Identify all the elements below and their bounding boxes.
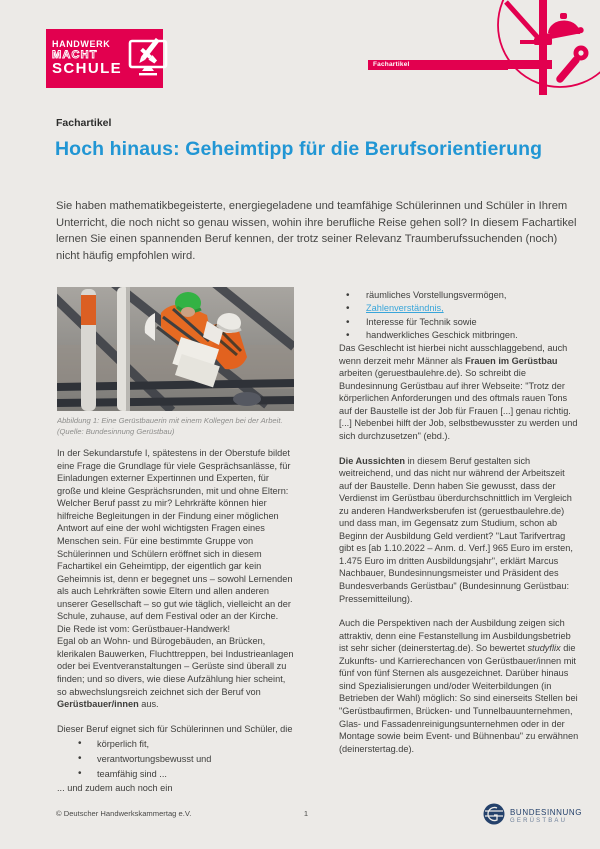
left-paragraph-2: Egal ob an Wohn- und Bürogebäuden, an Brücken, klerikalen Bauwerken, Fluchttreppen, bei Industrieanlagen oder bei Eventveranstaltungen – Gerüste sind überall zu finden; und so divers, wie diese Aufzählung hier scheint, so abwechslungsreich zeichnet sich der Beruf von Gerüstbauer/innen aus. (57, 636, 294, 710)
brand-line3: SCHULE (52, 60, 123, 78)
footer-copyright: © Deutscher Handwerkskammertag e.V. (56, 809, 192, 818)
list-item: • körperlich fit, (57, 737, 294, 752)
page-title: Hoch hinaus: Geheimtipp für die Berufsorientierung (55, 138, 543, 160)
intro-paragraph: Sie haben mathematikbegeisterte, energiegeladene und teamfähige Schülerinnen und Schüler in Ihrem Unterricht, die noch nicht so genau wissen, wohin ihre berufliche Reise gehen soll? In diesem Fachartikel lernen Sie einen spannenden Beruf kennen, der trotz seiner Relevanz Traumberufssuchenden (noch) nicht häufig empfohlen wird. (56, 200, 577, 262)
list-item: • räumliches Vorstellungsvermögen, (339, 289, 580, 302)
handwerk-macht-schule-logo (46, 29, 163, 88)
brand-line2: MACHT (52, 48, 98, 61)
photo-scaffold-workers (57, 287, 294, 411)
left-paragraph-1: In der Sekundarstufe I, spätestens in der Oberstufe bildet eine Frage die Grundlage für viele Gesprächsanlässe, für Einladungen externer Expertinnen und Experten, für große und kleine Gesprächsrunden, mit und ohne Eltern: Welcher Beruf passt zu mir? Lehrkräfte können hier hilfreiche Begleitungen in der Findung einer möglichen Antwort auf eine der wohl wichtigsten Fragen eines Menschen sein. Für eine bestimmte Gruppe von Schülerinnen und Schülern eröffnet sich in diesem Fachartikel ein Geheimtipp, der eigentlich gar kein Geheimnis ist, denn er begegnet uns – sowohl Lernenden als auch Lehrkräften sowie Eltern und allen anderen unserer Gesellschaft – so gut wie täglich, vielleicht an der Schule, zuhause, auf dem Festival oder an der Kirche. Die Rede ist vom: Gerüstbauer-Handwerk! (57, 448, 293, 634)
banner-label: Fachartikel (373, 61, 410, 68)
partner-name-line2: GERÜSTBAU (510, 817, 568, 824)
list-item: • verantwortungsbewusst und (57, 752, 294, 767)
bundesinnung-geruestbau-logo (483, 803, 582, 830)
left-paragraph-4: ... und zudem auch noch ein (57, 782, 173, 793)
list-item: • Interesse für Technik sowie (339, 316, 580, 329)
list-item (339, 302, 580, 315)
left-paragraph-3: Dieser Beruf eignet sich für Schülerinnen und Schüler, die (57, 723, 293, 734)
scaffold-circle-icon (490, 0, 600, 100)
globe-icon (483, 803, 505, 830)
right-paragraph-3: Auch die Perspektiven nach der Ausbildung zeigen sich attraktiv, denn eine Festanstellung im Ausbildungsbetrieb ist sehr sicher (deinerstertag.de). So bewertet studyflix die Zukunfts- und Karrierechancen von Gerüstbauer/innen mit fünf von fünf Sternen als ausgezeichnet. Darüber hinaus sind Spezialisierungen und/oder Weiterbildungen (in Betrieben der Wahl) möglich: So sind einerseits Stellen bei "Gerüstbaufirmen, Brücken- und Tunnelbauunternehmen, Glas- und Fassadenreinigungsunternehmen oder in der Montage sowie beim Event- und Bühnenbau" zu erwähnen (deinerstertag.de). (339, 618, 579, 754)
figure-caption: Abbildung 1: Eine Gerüstbauerin mit einem Kollegen bei der Arbeit. (Quelle: Bundesinnung Gerüstbau) (57, 416, 283, 436)
list-item: • handwerkliches Geschick mitbringen. (339, 329, 580, 342)
left-bullet-list (57, 737, 294, 781)
page-number: 1 (303, 809, 309, 818)
right-column (339, 287, 580, 803)
left-column (57, 287, 294, 803)
inline-link[interactable]: Zahlenverständnis, (366, 303, 444, 314)
list-item: • teamfähig sind ... (57, 767, 294, 782)
right-paragraph-2: Die Aussichten in diesem Beruf gestalten sich weitreichend, und das nicht nur während der Arbeitszeit auf der Baustelle. Denn haben Sie gewusst, dass der Verdienst im Gerüstbau überdurchschnittlich im Vergleich zu anderen Handwerksberufen ist (geruestbaulehre.de) und dass man, im Gegensatz zum Studium, schon ab Beginn der Ausbildung Geld verdient? "Laut Tarifvertrag gibt es [ab 1.10.2022 – Anm. d. Verf.] 965 Euro im ersten, 1.475 Euro im dritten Ausbildungsjahr", erklärt Marcus Nachbauer, Bundesinnungsmeister und Präsident des Bundesverbands Gerüstbau" (Bundesinnung Gerüstbau: Pressemitteilung). (339, 455, 573, 604)
partner-wordmark (510, 808, 582, 824)
monitor-tools-icon (127, 34, 169, 83)
right-bullet-list (339, 289, 580, 342)
fachartikel-banner (368, 60, 508, 70)
brand-line1: HANDWERK (52, 39, 111, 50)
brand-wordmark (52, 40, 122, 77)
article-kicker: Fachartikel (56, 117, 112, 129)
right-paragraph-1: Das Geschlecht ist hierbei nicht ausschlaggebend, auch wenn derzeit mehr Männer als Frauen im Gerüstbau arbeiten (geruestbaulehre.de). So schreibt die Bundesinnung Gerüstbau auf ihrer Webseite: "Trotz der körperlichen Anforderungen und des oftmals rauen Tons auf der Baustelle ist der Job für Frauen [...] genau richtig. [...] Nebenbei hilft der Job, selbstbewusster zu werden und sich durchzusetzen" (ebd.). (339, 343, 578, 442)
article-columns (57, 287, 580, 803)
partner-name-line1: BUNDESINNUNG (510, 808, 583, 818)
